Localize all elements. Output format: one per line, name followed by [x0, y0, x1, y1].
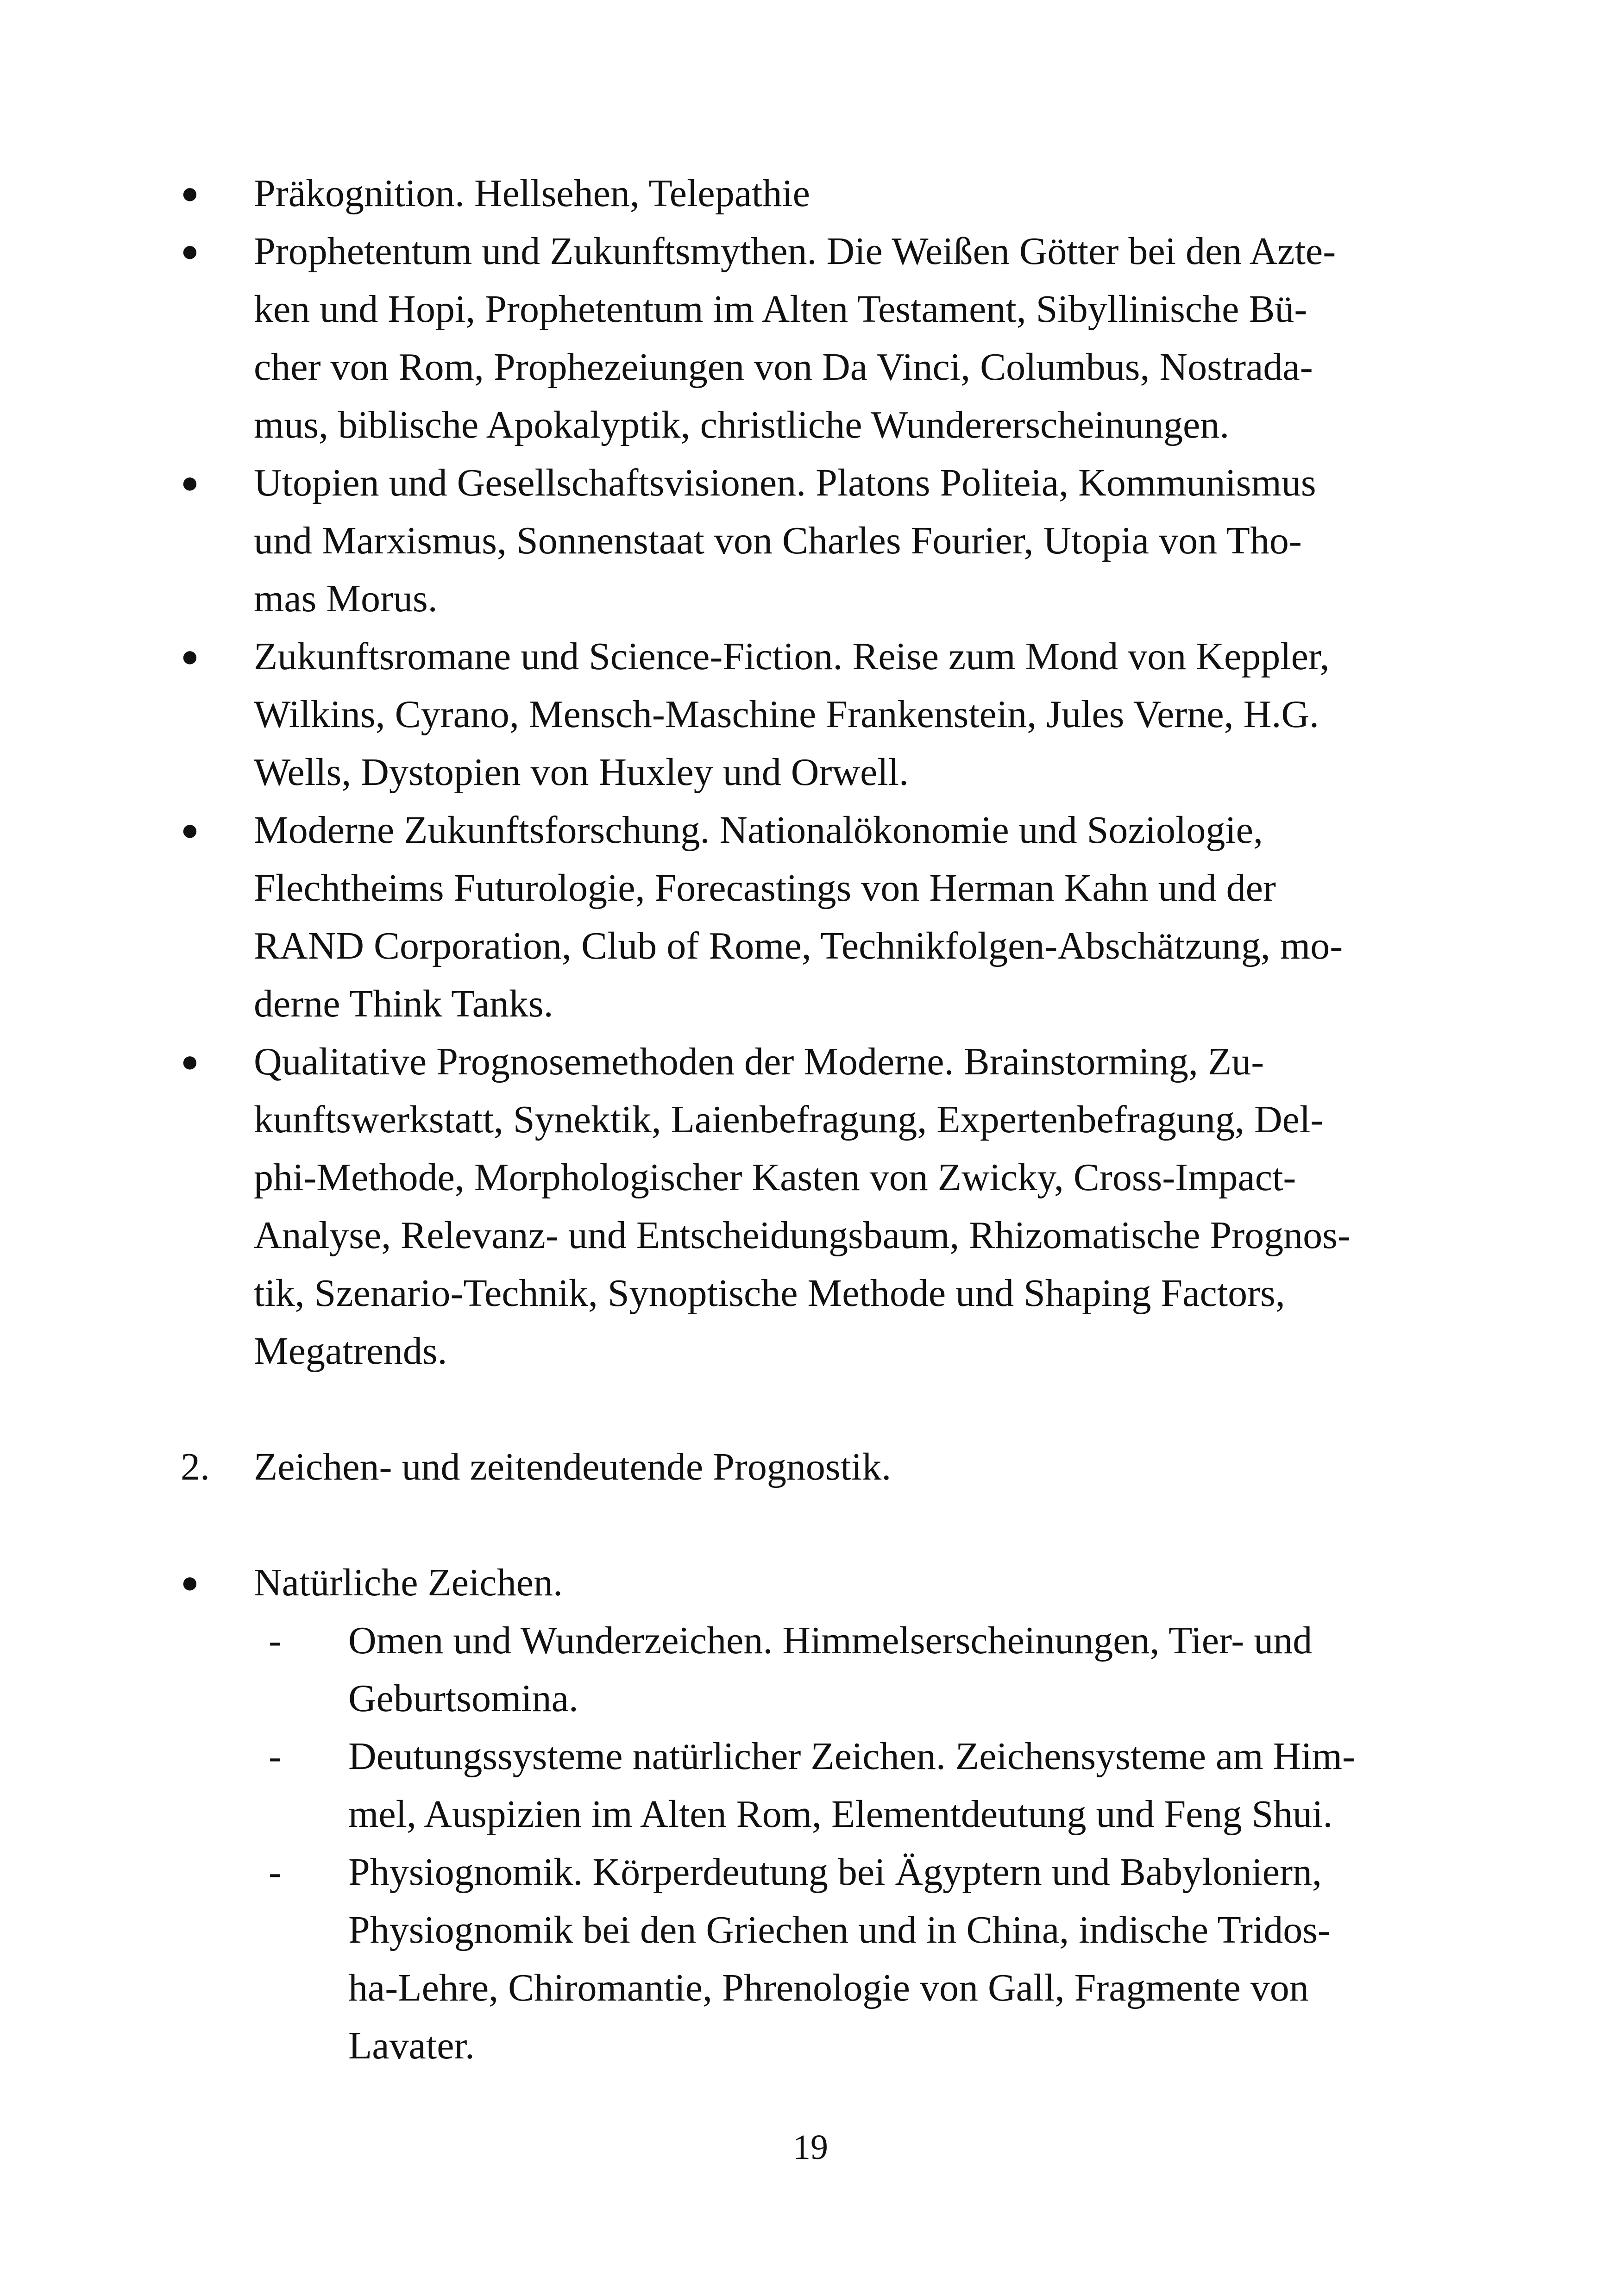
text-line: Physiognomik bei den Griechen und in China, indische Tridos-: [348, 1908, 1331, 1951]
text-line: tik, Szenario-Technik, Synoptische Methode und Shaping Factors,: [254, 1272, 1285, 1315]
page-number: 19: [793, 2128, 828, 2167]
dash-marker: -: [269, 1851, 282, 1894]
text-line: mas Morus.: [254, 577, 438, 620]
bullet-text: Natürliche Zeichen.: [254, 1561, 563, 1604]
text-line: und Marxismus, Sonnenstaat von Charles Fourier, Utopia von Tho-: [254, 519, 1302, 562]
spacer: [181, 1496, 1440, 1554]
list-item: [181, 222, 1440, 454]
page-content: [181, 164, 1440, 2075]
list-item: [181, 801, 1440, 1033]
text-line: Deutungssysteme natürlicher Zeichen. Zeichensysteme am Him-: [348, 1735, 1355, 1778]
text-line: Omen und Wunderzeichen. Himmelserscheinungen, Tier- und: [348, 1619, 1313, 1662]
text-line: Zukunftsromane und Science-Fiction. Reise zum Mond von Keppler,: [254, 635, 1330, 678]
dash-sub-list: [181, 1612, 1440, 2075]
list-item-text: [254, 801, 1440, 1033]
list-item: [181, 627, 1440, 801]
text-line: cher von Rom, Prophezeiungen von Da Vinci, Columbus, Nostrada-: [254, 345, 1313, 389]
bullet-icon: ●: [181, 1566, 199, 1600]
bullet-list-section-one: [181, 164, 1440, 1380]
sub-list-item-text: [348, 1843, 1440, 2075]
list-item-text: [254, 1033, 1440, 1380]
text-line: mel, Auspizien im Alten Rom, Elementdeutung und Feng Shui.: [348, 1793, 1333, 1836]
sub-list-item: [254, 1612, 1440, 1727]
sub-list-item: [254, 1727, 1440, 1843]
text-line: ha-Lehre, Chiromantie, Phrenologie von Gall, Fragmente von: [348, 1966, 1309, 2009]
text-line: Lavater.: [348, 2024, 475, 2067]
text-line: ken und Hopi, Prophetentum im Alten Testament, Sibyllinische Bü-: [254, 288, 1307, 331]
list-item-text: [254, 454, 1440, 627]
text-line: Wells, Dystopien von Huxley und Orwell.: [254, 751, 909, 794]
list-item: [181, 454, 1440, 627]
list-item: [181, 164, 1440, 222]
text-line: Utopien und Gesellschaftsvisionen. Platons Politeia, Kommunismus: [254, 461, 1316, 504]
text-line: Qualitative Prognosemethoden der Moderne. Brainstorming, Zu-: [254, 1040, 1264, 1083]
bullet-icon: ●: [181, 234, 199, 268]
text-line: Moderne Zukunftsforschung. Nationalökonomie und Soziologie,: [254, 809, 1263, 852]
text-line: Physiognomik. Körperdeutung bei Ägyptern und Babyloniern,: [348, 1851, 1322, 1894]
sub-list-item-text: [348, 1727, 1440, 1843]
section-heading-text: Zeichen- und zeitendeutende Prognostik.: [254, 1445, 892, 1488]
spacer: [181, 1380, 1440, 1438]
text-line: RAND Corporation, Club of Rome, Technikfolgen-Abschätzung, mo-: [254, 924, 1343, 967]
dash-marker: -: [269, 1619, 282, 1662]
dash-marker: -: [269, 1735, 282, 1778]
text-line: Megatrends.: [254, 1330, 447, 1373]
section-two-heading: [181, 1438, 1440, 1496]
text-line: mus, biblische Apokalyptik, christliche Wundererscheinungen.: [254, 403, 1230, 446]
section-number: 2.: [181, 1445, 210, 1488]
text-line: Analyse, Relevanz- und Entscheidungsbaum, Rhizomatische Prognos-: [254, 1214, 1351, 1257]
bullet-icon: ●: [181, 466, 199, 500]
list-item-text: [254, 164, 1440, 222]
text-line: Geburtsomina.: [348, 1677, 578, 1720]
text-line: Prophetentum und Zukunftsmythen. Die Weißen Götter bei den Azte-: [254, 230, 1336, 273]
text-line: Wilkins, Cyrano, Mensch-Maschine Frankenstein, Jules Verne, H.G.: [254, 693, 1319, 736]
sub-list-item-text: [348, 1612, 1440, 1727]
bullet-icon: ●: [181, 640, 199, 673]
list-item: [181, 1033, 1440, 1380]
bullet-icon: ●: [181, 176, 199, 210]
text-line: kunftswerkstatt, Synektik, Laienbefragung, Expertenbefragung, Del-: [254, 1098, 1324, 1141]
text-line: Präkognition. Hellsehen, Telepathie: [254, 172, 810, 215]
bullet-icon: ●: [181, 1045, 199, 1079]
text-line: derne Think Tanks.: [254, 982, 553, 1025]
list-item-text: [254, 627, 1440, 801]
text-line: Flechtheims Futurologie, Forecastings von Herman Kahn und der: [254, 866, 1276, 910]
bullet-natural-signs: [181, 1554, 1440, 1612]
text-line: phi-Methode, Morphologischer Kasten von Zwicky, Cross-Impact-: [254, 1156, 1296, 1199]
bullet-icon: ●: [181, 813, 199, 847]
list-item-text: [254, 222, 1440, 454]
sub-list-item: [254, 1843, 1440, 2075]
